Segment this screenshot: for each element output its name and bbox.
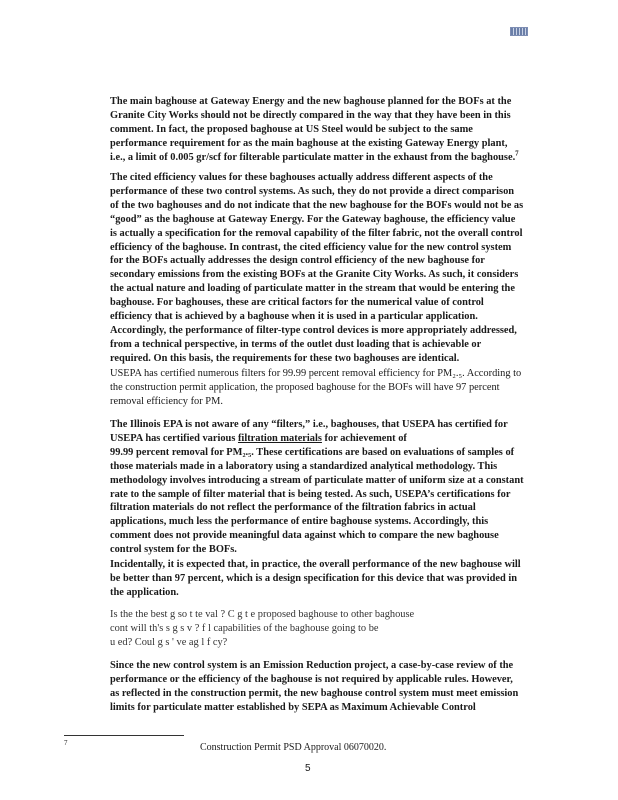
- text-line: applications, much less the performance of entire baghouse systems. Accordingly, this: [110, 516, 489, 528]
- paragraph-response-1: [110, 95, 544, 165]
- paragraph-comment-1: [110, 367, 544, 409]
- paragraph-response-3: [110, 418, 544, 557]
- text-line: efficiency that is achieved by a baghouse when it is used in a particular application.: [110, 311, 478, 323]
- page-number: 5: [305, 763, 311, 774]
- text-line: rate to the sample of filter material that is being tested. As such, USEPA’s certifications for: [110, 488, 511, 500]
- text-line: The cited efficiency values for these baghouses actually address different aspects of the: [110, 172, 493, 183]
- text-line: Accordingly, the performance of filter-type control devices is more appropriately addressed,: [110, 324, 517, 336]
- text-line: the application.: [110, 586, 179, 598]
- text-line: removal efficiency for PM.: [110, 395, 223, 407]
- text-line: secondary emissions from the existing BOFs at the Granite City Works. As such, it considers: [110, 269, 519, 281]
- text-line: of the two baghouses and do not indicate that the new baghouse for the BOFs would not be as: [110, 199, 524, 211]
- text-line: methodology involves introducing a stream of particulate matter of uniform size at a constant: [110, 474, 524, 486]
- underlined-term: filtration materials: [237, 432, 322, 444]
- text-line: the construction permit application, the proposed baghouse for the BOFs will have 97 percent: [110, 381, 500, 393]
- text-line: The main baghouse at Gateway Energy and the new baghouse planned for the BOFs at the: [110, 96, 512, 107]
- text-line: comment. In fact, the proposed baghouse at US Steel would be subject to the same: [110, 123, 473, 135]
- text-line: the actual nature and loading of particulate matter in the stream that would be entering the: [110, 283, 515, 295]
- text-line: “good” as the baghouse at Gateway Energy. For the Gateway baghouse, the efficiency value: [110, 213, 516, 225]
- paragraph-response-2: [110, 171, 544, 366]
- text-line: i.e., a limit of 0.005 gr/scf for filterable particulate matter in the exhaust from the baghouse.$^7$: [110, 149, 519, 163]
- text-line: control system for the BOFs.: [110, 544, 237, 556]
- text-line: USEPA has certified numerous filters for 99.99 percent removal efficiency for PM₂.₅. According to: [110, 368, 522, 379]
- paragraph-response-4: [110, 558, 544, 600]
- text-line: baghouse. For baghouses, these are critical factors for the numerical value of control: [110, 297, 484, 309]
- text-line: Incidentally, it is expected that, in practice, the overall performance of the new baghouse will: [110, 559, 521, 570]
- text-line: u ed? Coul g s ' ve ag l f cy?: [110, 636, 228, 648]
- text-line: for the BOFs actually addresses the design control efficiency of the new baghouse for: [110, 255, 485, 267]
- received-stamp: [510, 27, 528, 36]
- text-line: Is the the best g so t te val ? C g t e proposed baghouse to other baghouse: [110, 609, 415, 620]
- footnote-ref: 7: [515, 149, 519, 158]
- text-line: performance requirement for as the main baghouse at the existing Gateway Energy plant,: [110, 137, 508, 149]
- text-line: from a technical perspective, in terms of the outlet dust loading that is achievable or: [110, 338, 482, 350]
- text-line: be better than 97 percent, which is a design specification for this device that was provided in: [110, 572, 518, 584]
- text-line: those materials made in a laboratory using a standardized analytical methodology. This: [110, 460, 498, 472]
- text-line: USEPA has certified various filtration materials for achievement of: [110, 432, 407, 444]
- text-line: efficiency of the baghouse. In contrast, the cited efficiency value for the new control system: [110, 241, 512, 253]
- text-line: cont will th's s g s v ? f l capabilities of the baghouse going to be: [110, 622, 379, 634]
- footnote-divider: [64, 735, 184, 736]
- text-line: comment does not provide meaningful data against which to compare the new baghouse: [110, 530, 499, 542]
- text-line: limits for particulate matter established by SEPA as Maximum Achievable Control: [110, 701, 476, 713]
- paragraph-response-5: [110, 659, 544, 715]
- text-line: Since the new control system is an Emission Reduction project, a case-by-case review of the: [110, 660, 514, 671]
- text-line: filtration materials do not reflect the performance of the filtration fabrics in actual: [110, 502, 476, 514]
- text-line: performance of these two control systems. As such, they do not provide a direct comparison: [110, 185, 515, 197]
- text-line: 99.99 percent removal for PM₂.₅. These certifications are based on evaluations of samples of: [110, 446, 515, 458]
- text-line: performance or the efficiency of the baghouse is not required by applicable rules. However,: [110, 673, 513, 685]
- footnote-text: Construction Permit PSD Approval 06070020.: [200, 742, 387, 753]
- text-line: Granite City Works should not be directly compared in the way that they have been in this: [110, 109, 511, 121]
- footnote-mark: 7: [64, 739, 68, 747]
- text-line: The Illinois EPA is not aware of any “filters,” i.e., baghouses, that USEPA has certified for: [110, 419, 508, 430]
- text-line: required. On this basis, the requirements for these two baghouses are identical.: [110, 352, 460, 364]
- text-line: is actually a specification for the removal capability of the filter fabric, not the overall control: [110, 227, 523, 239]
- text-line: as reflected in the construction permit, the new baghouse control system must meet emission: [110, 687, 519, 699]
- paragraph-comment-2: [110, 608, 544, 650]
